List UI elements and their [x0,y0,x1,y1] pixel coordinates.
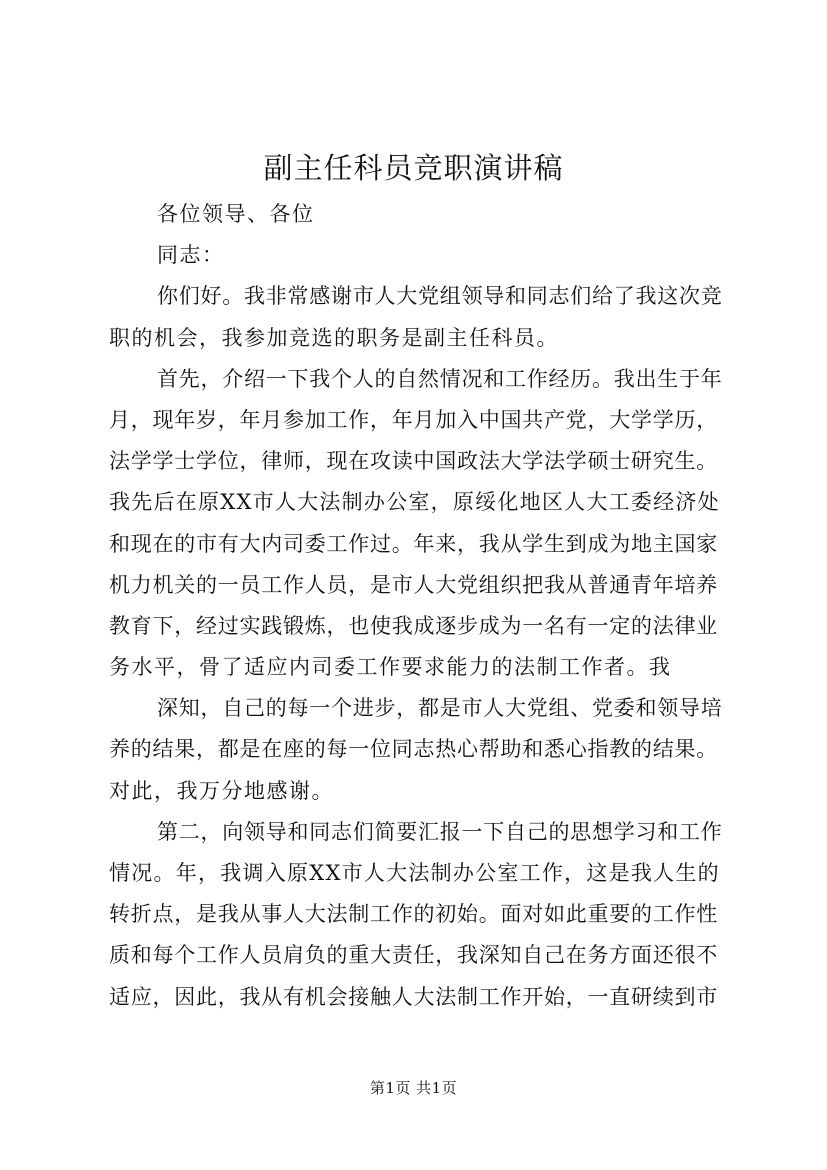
body-line: 深知，自己的每一个进步，都是市人大党组、党委和领导培 [157,696,723,721]
body-line: 同志： [157,243,225,268]
body-line: 务水平，骨了适应内司委工作要求能力的法制工作者。我 [109,655,672,680]
body-line: 法学学士学位，律师，现在攻读中国政法大学法学硕士研究生。 [109,449,718,474]
body-line: 养的结果，都是在座的每一位同志热心帮助和悉心指教的结果。 [109,737,718,762]
body-line: 首先，介绍一下我个人的自然情况和工作经历。我出生于年 [157,366,723,391]
document-body [109,194,723,1018]
body-line: 质和每个工作人员肩负的重大责任，我深知自己在务方面还很不 [109,943,718,968]
body-line: 适应，因此，我从有机会接触人大法制工作开始，一直研续到市 [109,984,718,1009]
body-line: 机力机关的一员工作人员，是市人大党组织把我从普通青年培养 [109,572,718,597]
body-line: 职的机会，我参加竞选的职务是副主任科员。 [109,325,559,350]
body-line: 各位领导、各位 [157,202,315,226]
body-line: 第二，向领导和同志们简要汇报一下自己的思想学习和工作 [157,819,723,844]
document-title: 副主任科员竞职演讲稿 [263,151,564,185]
body-line: 情况。年，我调入原XX市人大法制办公室工作，这是我人生的 [109,861,720,885]
body-line: 我先后在原XX市人大法制办公室，原绥化地区人大工委经济处 [109,490,720,515]
page-footer: 第1页 共1页 [369,1079,458,1097]
body-line: 你们好。我非常感谢市人大党组领导和同志们给了我这次竞 [157,284,723,309]
body-line: 和现在的市有大内司委工作过。年来，我从学生到成为地主国家 [109,531,718,556]
body-line: 教育下，经过实践锻炼，也使我成逐步成为一名有一定的法律业 [109,613,718,638]
body-line: 转折点，是我从事人大法制工作的初始。面对如此重要的工作性 [109,902,718,927]
body-line: 对此，我万分地感谢。 [109,778,334,803]
body-line: 月，现年岁，年月参加工作，年月加入中国共产党，大学学历， [109,407,718,432]
